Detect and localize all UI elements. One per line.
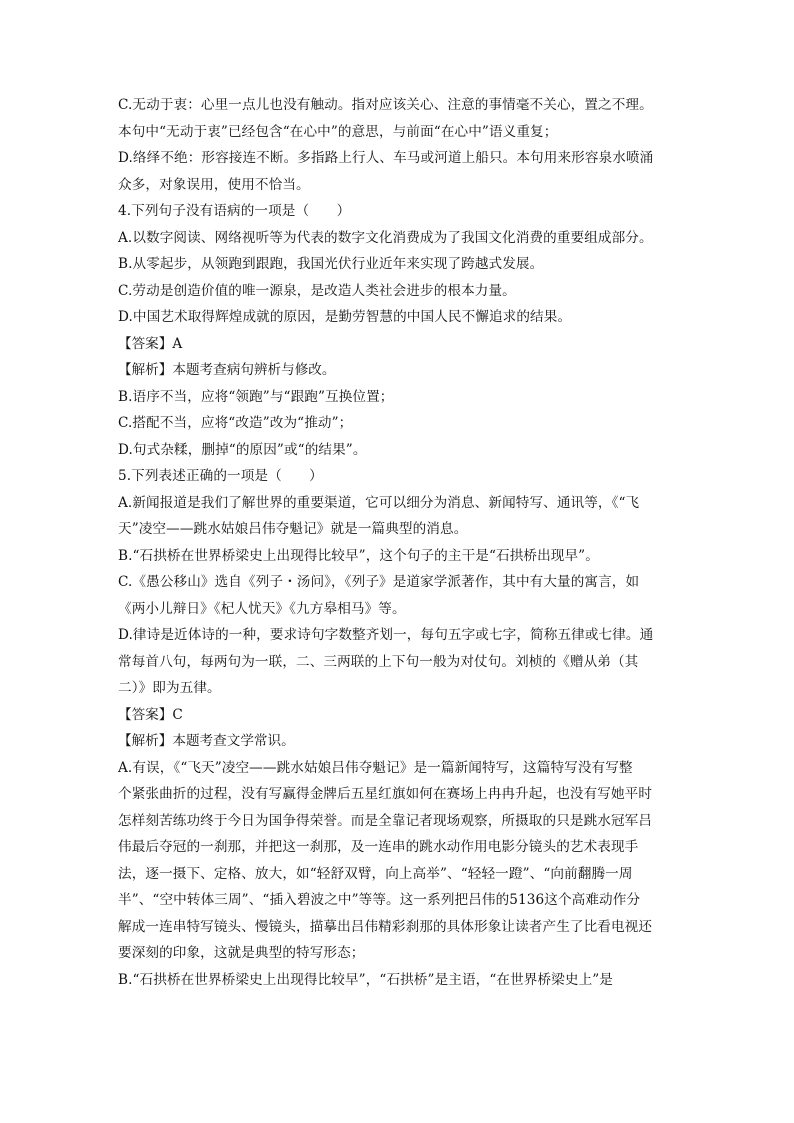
question-5-option-d-line-3: 二）》即为五律。: [118, 680, 221, 696]
question-4-option-d: D.中国艺术取得辉煌成就的原因，是勤劳智慧的中国人民不懈追求的结果。: [118, 309, 572, 325]
question-4-analysis-c: C.搭配不当，应将“改造”改为“推动”；: [118, 415, 353, 431]
question-5-answer: 【答案】C: [118, 706, 183, 723]
question-5-analysis-a-line-6: 半”、“空中转体三周”、“插入碧波之中”等等。这一系列把吕伟的5136这个高难动作分: [118, 892, 641, 908]
question-5-stem: 5.下列表述正确的一项是（ ）: [118, 468, 323, 484]
question-5-option-d-line-2: 常每首八句，每两句为一联，二、三两联的上下句一般为对仗句。刘桢的《赠从弟（其: [118, 653, 639, 670]
question-5-option-a-line-1: A.新闻报道是我们了解世界的重要渠道，它可以细分为消息、新闻特写、通讯等，《“飞: [118, 494, 640, 511]
question-4-analysis-d: D.句式杂糅，删掉“的原因”或“的结果”。: [118, 441, 367, 458]
question-5-analysis-a-line-3: 怎样刻苦练功终于今日为国争得荣誉。而是全靠记者现场观察，所摄取的只是跳水冠军吕: [118, 812, 653, 829]
question-4-option-b: B.从零起步，从领跑到跟跑，我国光伏行业近年来实现了跨越式发展。: [118, 256, 544, 272]
text-line-4: 众多，对象误用，使用不恰当。: [118, 176, 310, 193]
question-4-stem: 4.下列句子没有语病的一项是（ ）: [118, 203, 351, 219]
question-4-analysis-b: B.语序不当，应将“领跑”与“跟跑”互换位置；: [118, 388, 394, 405]
question-5-option-a-line-2: 天”凌空——跳水姑娘吕伟夺魁记》就是一篇典型的消息。: [118, 521, 468, 537]
question-5-analysis-b-line-1: B.“石拱桥在世界桥梁史上出现得比较早”，“石拱桥”是主语，“在世界桥梁史上”是: [118, 971, 614, 988]
question-5-analysis-a-line-7: 解成一连串特写镜头、慢镜头，描摹出吕伟精彩刹那的具体形象让读者产生了比看电视还: [118, 918, 653, 935]
question-5-analysis: 【解析】本题考查文学常识。: [118, 733, 295, 749]
text-line-3: D.络绎不绝：形容接连不断。多指路上行人、车马或河道上船只。本句用来形容泉水喷涌: [118, 150, 654, 166]
question-5-option-d-line-1: D.律诗是近体诗的一种，要求诗句字数整齐划一，每句五字或七字，简称五律或七律。通: [118, 627, 654, 643]
document-page: [118, 92, 670, 993]
question-5-analysis-a-line-8: 要深刻的印象，这就是典型的特写形态；: [118, 945, 365, 961]
question-4-answer: 【答案】A: [118, 335, 183, 352]
text-line-1: C.无动于衷：心里一点儿也没有触动。指对应该关心、注意的事情毫不关心，置之不理。: [118, 97, 653, 113]
question-5-option-b: B.“石拱桥在世界桥梁史上出现得比较早”，这个句子的主干是“石拱桥出现早”。: [118, 547, 599, 564]
question-5-analysis-a-line-4: 伟最后夺冠的一刹那，并把这一刹那，及一连串的跳水动作用电影分镜头的艺术表现手: [118, 839, 639, 855]
question-5-option-c-line-2: 《两小儿辩日》《杞人忧天》《九方皋相马》等。: [118, 600, 406, 617]
text-line-2: 本句中“无动于衷”已经包含“在心中”的意思，与前面“在心中”语义重复；: [118, 123, 558, 140]
question-4-option-c: C.劳动是创造价值的唯一源泉，是改造人类社会进步的根本力量。: [118, 282, 516, 299]
question-4-analysis: 【解析】本题考查病句辨析与修改。: [118, 362, 336, 378]
question-5-analysis-a-line-1: A.有误，《“飞天”凌空——跳水姑娘吕伟夺魁记》是一篇新闻特写，这篇特写没有写整: [118, 759, 633, 776]
question-4-option-a: A.以数字阅读、网络视听等为代表的数字文化消费成为了我国文化消费的重要组成部分。: [118, 229, 653, 246]
question-5-option-c-line-1: C.《愚公移山》选自《列子・汤问》，《列子》是道家学派著作，其中有大量的寓言，如: [118, 574, 640, 590]
question-5-analysis-a-line-2: 个紧张曲折的过程，没有写赢得金牌后五星红旗如何在赛场上冉冉升起，也没有写她平时: [118, 786, 653, 802]
question-5-analysis-a-line-5: 法，逐一摄下、定格、放大，如“轻舒双臂，向上高举”、“轻轻一蹬”、“向前翻腾一周: [118, 865, 633, 882]
